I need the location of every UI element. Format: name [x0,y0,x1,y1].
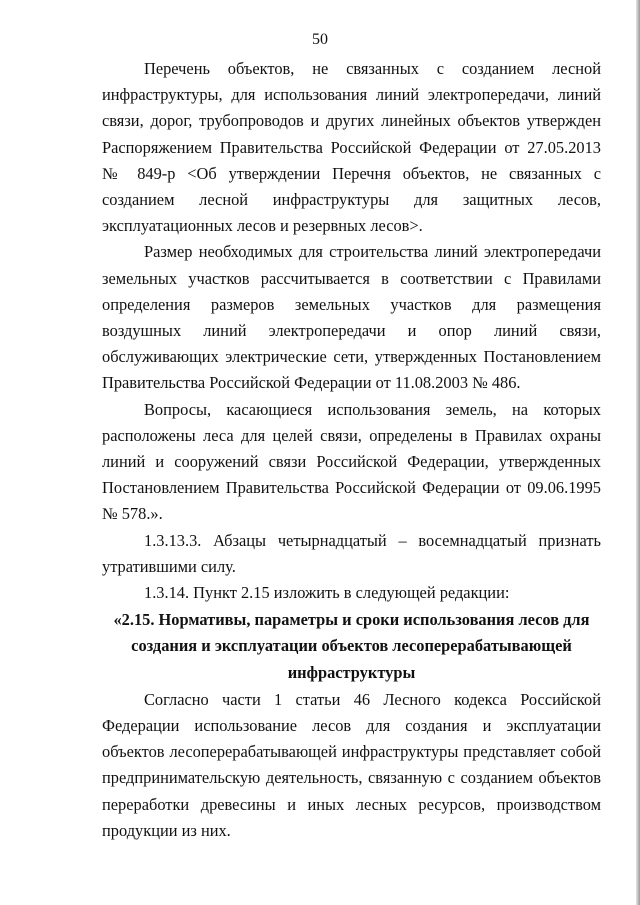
page-number: 50 [312,31,328,48]
paragraph-communication-lands: Вопросы, касающиеся использования земель, на которых расположены леса для целей связи, определены в Правилах охраны линий и сооружений связи Российской Федерации, утвержденных Постановлением Правительства Российской Федерации от 09.06.1995 № 578.». [102,399,601,524]
section-heading-line-3: инфраструктуры [287,662,416,682]
paragraph-clause-1-3-14: 1.3.14. Пункт 2.15 изложить в следующей редакции: [144,583,510,603]
paragraph-land-size: Размер необходимых для строительства линий электропередачи земельных участков рассчитывается в соответствии с Правилами определения размеров земельных участков для размещения воздушных линий электропередачи и опор линий связи, обслуживающих электрические сети, утвержденных Постановлением Правительства Российской Федерации от 11.08.2003 № 486. [102,242,601,393]
paragraph-forest-code: Согласно части 1 статьи 46 Лесного кодекса Российской Федерации использование лесов для создания и эксплуатации объектов лесоперерабатывающей инфраструктуры представляет собой предпринимательскую деятельность, связанную с созданием объектов переработки древесины и иных лесных ресурсов, производством продукции из них. [102,689,601,840]
scan-edge-shadow [636,0,640,905]
section-heading-line-1: «2.15. Нормативы, параметры и сроки использования лесов для [113,610,590,630]
paragraph-clause-1-3-13-3: 1.3.13.3. Абзацы четырнадцатый – восемнадцатый признать утратившими силу. [102,530,601,576]
section-heading-line-2: создания и эксплуатации объектов лесоперерабатывающей [131,636,572,656]
document-body [102,56,601,844]
paragraph-objects-list: Перечень объектов, не связанных с созданием лесной инфраструктуры, для использования линий электропередачи, линий связи, дорог, трубопроводов и других линейных объектов утвержден Распоряжением Правительства Российской Федерации от 27.05.2013 № 849-р <Об утверждении Перечня объектов, не связанных с созданием лесной инфраструктуры для защитных лесов, эксплуатационных лесов и резервных лесов>. [102,59,601,236]
section-heading [102,607,601,686]
